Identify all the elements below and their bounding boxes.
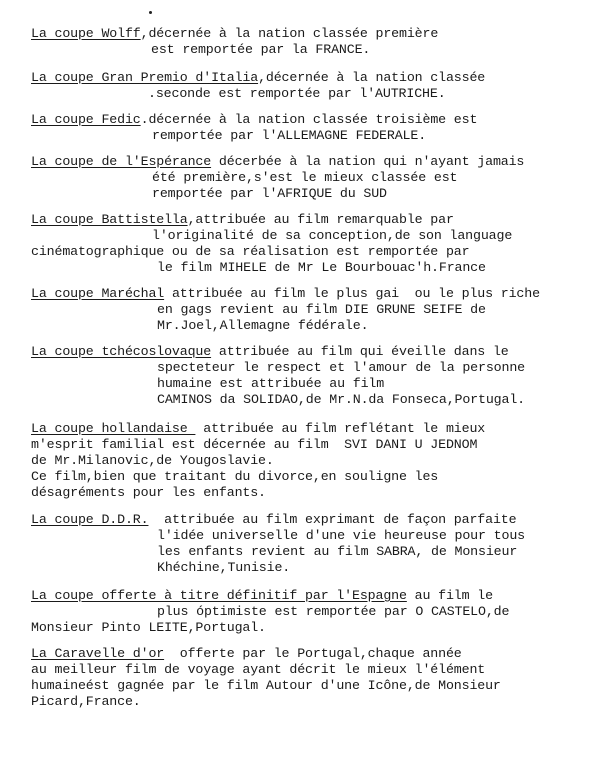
entry-line: remportée par l'AFRIQUE du SUD	[152, 186, 387, 201]
entry-text: attribuée au film reflétant le mieux	[195, 421, 486, 436]
entry-line: Ce film,bien que traitant du divorce,en souligne les	[31, 469, 439, 484]
entry-text: décerbée à la nation qui n'ayant jamais	[211, 154, 525, 169]
entry-title: La coupe hollandaise	[31, 421, 196, 436]
entry-line: remportée par l'ALLEMAGNE FEDERALE.	[152, 128, 427, 143]
entry-line: Mr.Joel,Allemagne fédérale.	[157, 318, 369, 333]
entry-title: La coupe Fedic	[31, 112, 141, 127]
entry-line: est remportée par la FRANCE.	[151, 42, 371, 57]
entry-line	[31, 344, 509, 360]
entry-line	[31, 26, 438, 42]
entry-title: La Caravelle d'or	[31, 646, 165, 661]
entry-title: La coupe D.D.R.	[31, 512, 149, 527]
entry-line: .seconde est remportée par l'AUTRICHE.	[148, 86, 446, 101]
entry-line: Khéchine,Tunisie.	[157, 560, 291, 575]
entry-line: l'idée universelle d'une vie heureuse pour tous	[157, 528, 525, 543]
entry-line	[31, 286, 540, 302]
entry-line: cinématographique ou de sa réalisation est remportée par	[31, 244, 470, 259]
entry-line: en gags revient au film DIE GRUNE SEIFE de	[157, 302, 486, 317]
entry-line: de Mr.Milanovic,de Yougoslavie.	[31, 453, 274, 468]
entry-title: La coupe Battistella	[31, 212, 188, 227]
entry-line: CAMINOS da SOLIDAO,de Mr.N.da Fonseca,Portugal.	[157, 392, 525, 407]
ink-dot	[149, 11, 152, 14]
entry-line: Monsieur Pinto LEITE,Portugal.	[31, 620, 266, 635]
entry-line: les enfants revient au film SABRA, de Monsieur	[157, 544, 518, 559]
entry-line	[31, 70, 485, 86]
entry-line	[31, 646, 462, 662]
entry-line	[31, 588, 493, 604]
entry-line	[31, 512, 516, 528]
entry-title: La coupe offerte à titre définitif par l'Espagne	[31, 588, 407, 603]
entry-title: La coupe Wolff	[31, 26, 141, 41]
entry-line	[31, 421, 485, 437]
entry-text: ,décernée à la nation classée première	[140, 26, 439, 41]
entry-line	[31, 212, 454, 228]
entry-text: .décernée à la nation classée troisième est	[140, 112, 478, 127]
entry-line: été première,s'est le mieux classée est	[152, 170, 458, 185]
entry-text: ,décernée à la nation classée	[258, 70, 486, 85]
entry-text: attribuée au film le plus gai ou le plus riche	[164, 286, 540, 301]
entry-title: La coupe Gran Premio d'Italia	[31, 70, 259, 85]
entry-text: ,attribuée au film remarquable par	[187, 212, 454, 227]
entry-line: humaine est attribuée au film	[157, 376, 385, 391]
entry-line	[31, 154, 524, 170]
entry-text: attribuée au film exprimant de façon parfaite	[148, 512, 517, 527]
entry-line: humaineést gagnée par le film Autour d'une Icône,de Monsieur	[31, 678, 501, 693]
entry-text: offerte par le Portugal,chaque année	[164, 646, 462, 661]
entry-line: Picard,France.	[31, 694, 141, 709]
entry-line: specteteur le respect et l'amour de la personne	[157, 360, 525, 375]
entry-line: m'esprit familial est décernée au film SVI DANI U JEDNOM	[31, 437, 478, 452]
entry-line: le film MIHELE de Mr Le Bourbouac'h.France	[157, 260, 486, 275]
entry-line: désagréments pour les enfants.	[31, 485, 266, 500]
entry-text: au film le	[406, 588, 493, 603]
entry-title: La coupe tchécoslovaque	[31, 344, 212, 359]
entry-line: au meilleur film de voyage ayant décrit le mieux l'élément	[31, 662, 486, 677]
entry-text: attribuée au film qui éveille dans le	[211, 344, 509, 359]
entry-line	[31, 112, 477, 128]
entry-line: l'originalité de sa conception,de son language	[152, 228, 513, 243]
entry-line: plus óptimiste est remportée par O CASTELO,de	[157, 604, 510, 619]
entry-title: La coupe Maréchal	[31, 286, 165, 301]
entry-title: La coupe de l'Espérance	[31, 154, 212, 169]
